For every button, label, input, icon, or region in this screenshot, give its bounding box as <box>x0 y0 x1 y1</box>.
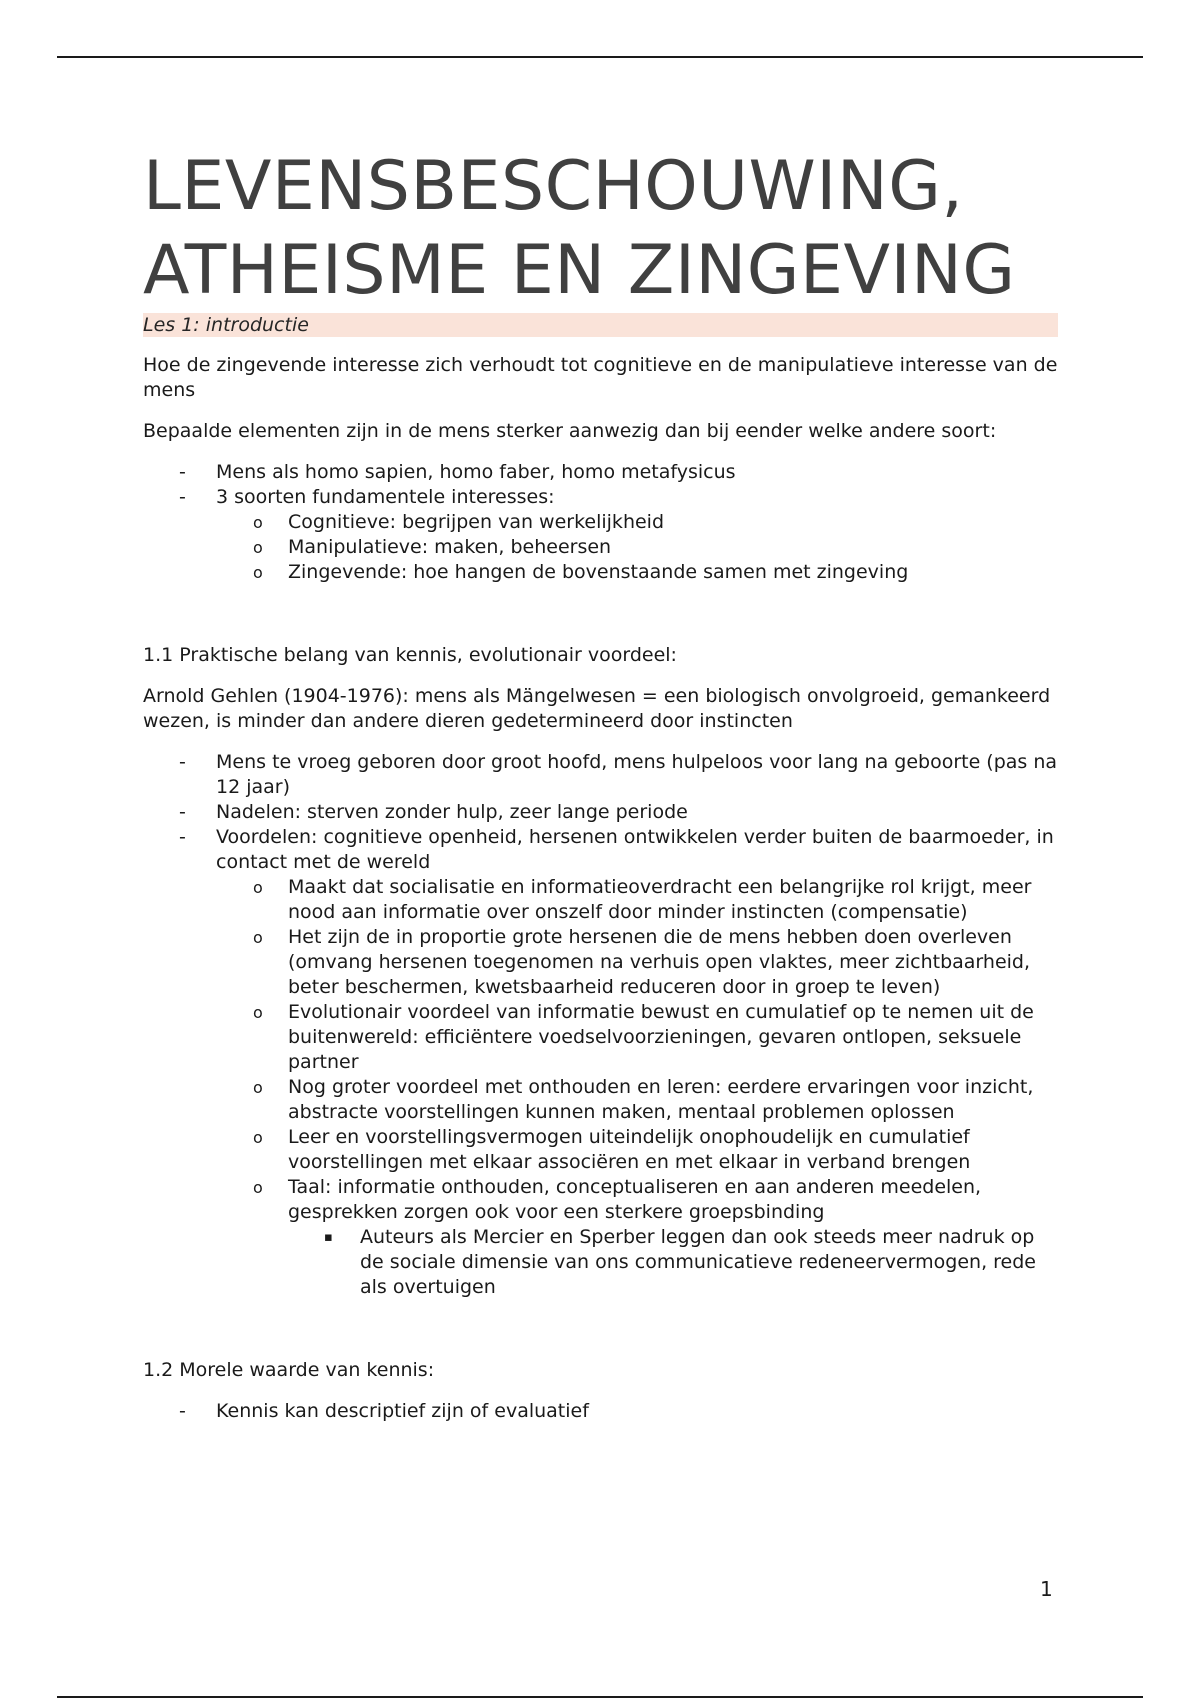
intro-paragraph: Hoe de zingevende interesse zich verhoudt tot cognitieve en de manipulatieve interesse van de mens <box>143 354 1058 401</box>
moral-list <box>143 1399 1058 1424</box>
circle-bullet: o <box>253 928 263 947</box>
gehlen-paragraph: Arnold Gehlen (1904-1976): mens als Mängelwesen = een biologisch onvolgroeid, gemankeerd wezen, is minder dan andere dieren gedetermineerd door instincten <box>143 685 1051 732</box>
list-item: - Mens als homo sapien, homo faber, homo metafysicus <box>179 461 736 483</box>
list-item: o Evolutionair voordeel van informatie bewust en cumulatief op te nemen uit de buitenwereld: efficiëntere voedselvoorzieningen, gevaren ontlopen, seksuele partner <box>253 1001 1034 1073</box>
list-item: o Zingevende: hoe hangen de bovenstaande samen met zingeving <box>253 561 909 583</box>
list-item: ▪ Auteurs als Mercier en Sperber leggen dan ook steeds meer nadruk op de sociale dimensie van ons communicatieve redeneervermogen, rede als overtuigen <box>324 1226 1036 1298</box>
list-item: o Nog groter voordeel met onthouden en leren: eerdere ervaringen voor inzicht, abstracte voorstellingen kunnen maken, mentaal problemen oplossen <box>253 1076 1034 1123</box>
footer-rule <box>57 1696 1143 1698</box>
dash-bullet: - <box>179 801 186 823</box>
circle-bullet: o <box>253 1003 263 1022</box>
title-line-1: LEVENSBESCHOUWING, <box>143 147 964 226</box>
header-rule <box>57 56 1143 58</box>
title-line-2: ATHEISME EN ZINGEVING <box>143 231 1016 310</box>
list-item: o Taal: informatie onthouden, conceptualiseren en aan anderen meedelen, gesprekken zorgen ook voor een sterkere groepsbinding <box>253 1176 982 1223</box>
circle-bullet: o <box>253 563 263 582</box>
document-title <box>143 145 1058 313</box>
gehlen-list <box>143 750 1058 1300</box>
dash-bullet: - <box>179 1400 186 1422</box>
dash-bullet: - <box>179 461 186 483</box>
dash-bullet: - <box>179 826 186 848</box>
interests-list <box>143 460 1058 585</box>
list-item: - Mens te vroeg geboren door groot hoofd, mens hulpeloos voor lang na geboorte (pas na 12 jaar) <box>179 751 1058 798</box>
dash-bullet: - <box>179 751 186 773</box>
list-item: o Manipulatieve: maken, beheersen <box>253 536 612 558</box>
list-item: o Cognitieve: begrijpen van werkelijkheid <box>253 511 665 533</box>
circle-bullet: o <box>253 538 263 557</box>
circle-bullet: o <box>253 1078 263 1097</box>
section-heading-1-2: 1.2 Morele waarde van kennis: <box>143 1359 435 1381</box>
circle-bullet: o <box>253 513 263 532</box>
elements-paragraph: Bepaalde elementen zijn in de mens sterker aanwezig dan bij eender welke andere soort: <box>143 420 997 442</box>
list-item: - Kennis kan descriptief zijn of evaluatief <box>179 1400 589 1422</box>
circle-bullet: o <box>253 1128 263 1147</box>
list-item: - 3 soorten fundamentele interesses: <box>179 486 555 508</box>
square-bullet: ▪ <box>324 1230 333 1245</box>
list-item: o Het zijn de in proportie grote hersenen die de mens hebben doen overleven (omvang hersenen toegenomen na verhuis open vlaktes, meer zichtbaarheid, beter beschermen, kwetsbaarheid reduceren door in groep te leven) <box>253 926 1031 998</box>
circle-bullet: o <box>253 878 263 897</box>
list-item: o Maakt dat socialisatie en informatieoverdracht een belangrijke rol krijgt, meer nood aan informatie over onszelf door minder instincten (compensatie) <box>253 876 1032 923</box>
circle-bullet: o <box>253 1178 263 1197</box>
list-item: - Nadelen: sterven zonder hulp, zeer lange periode <box>179 801 688 823</box>
list-item: o Leer en voorstellingsvermogen uiteindelijk onophoudelijk en cumulatief voorstellingen met elkaar associëren en met elkaar in verband brengen <box>253 1126 971 1173</box>
page-number: 1 <box>1040 1577 1053 1601</box>
section-heading-1-1: 1.1 Praktische belang van kennis, evolutionair voordeel: <box>143 644 677 666</box>
lesson-subtitle: Les 1: introductie <box>143 313 1058 337</box>
dash-bullet: - <box>179 486 186 508</box>
document-page <box>143 145 1058 1424</box>
list-item: - Voordelen: cognitieve openheid, hersenen ontwikkelen verder buiten de baarmoeder, in contact met de wereld <box>179 826 1054 873</box>
